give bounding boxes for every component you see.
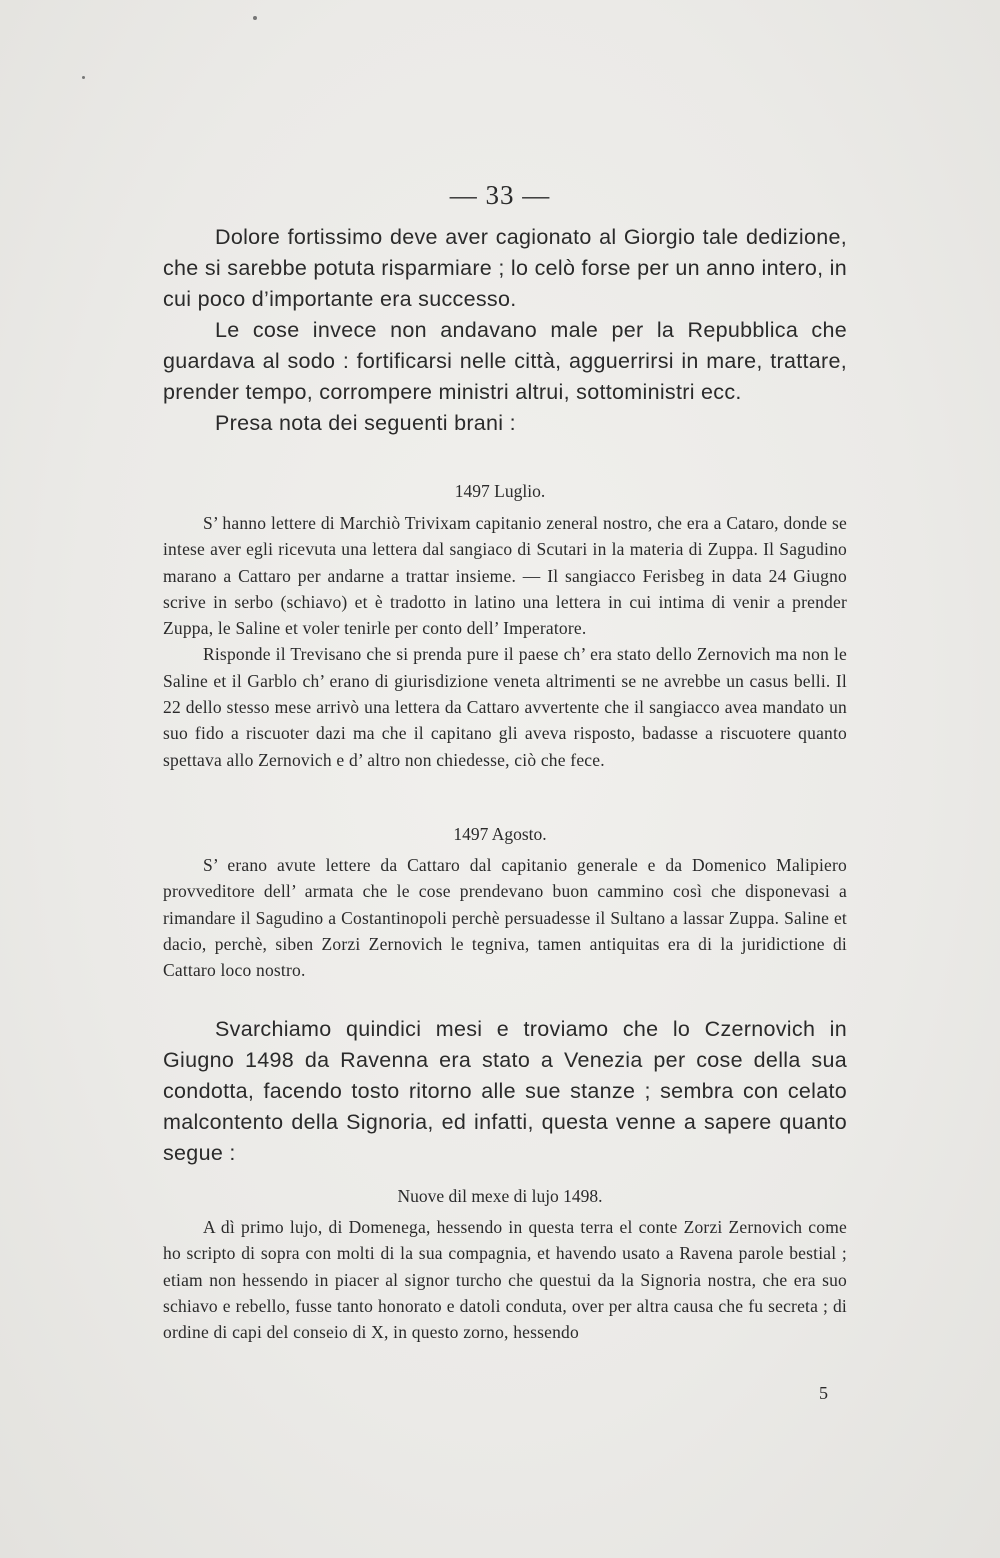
- quotation-paragraph: A dì primo lujo, di Domenega, hessendo in questa terra el conte Zorzi Zernovich come ho scripto di sopra con molti di la sua compagnia, et havendo usato a Ravena parole bestial ; etiam non hessendo in piacer al signor turcho che questui da la Signoria nostra, che era suo schiavo e rebello, fusse tanto honorato e datoli conduta, over per altra causa che fu secreta ; di ordine di capi del conseio di X, in questo zorno, hessendo: [163, 1217, 847, 1343]
- date-heading: 1497 Luglio.: [454, 481, 546, 501]
- paragraph: Presa nota dei seguenti brani :: [215, 411, 516, 435]
- sheet-signature: 5: [819, 1383, 828, 1403]
- quotation-block: [163, 852, 847, 983]
- quotation-paragraph: S’ hanno lettere di Marchiò Trivixam capitanio zeneral nostro, che era a Cataro, donde se intese aver egli ricevuta una lettera dal sangiaco di Scutari in la materia di Zuppa. Il Sagudino marano a Cattaro per andarne a trattar insieme. — Il sangiacco Ferisbeg in data 24 Giugno scrive in serbo (schiavo) et è tradotto in latino una lettera in cui intima di venir a prender Zuppa, le Saline et voler tenirle per conto dell’ Imperatore.: [163, 513, 847, 639]
- quotation-paragraph: Risponde il Trevisano che si prenda pure il paese ch’ era stato dello Zernovich ma non le Saline et il Garblo ch’ erano di giurisdizione veneta altrimenti se ne avrebbe un casus belli. Il 22 dello stesso mese arrivò una lettera da Cattaro avvertente che il sangiacco avea mandato un suo fido a riscuoter dazi ma che il capitano gli aveva risposto, badasse a riscuotere quanto spettava allo Zernovich e d’ altro non chiedesse, ciò che fece.: [163, 644, 847, 770]
- page-number: — 33 —: [449, 180, 551, 210]
- paper-speck: [82, 76, 85, 79]
- date-heading: Nuove dil mexe di lujo 1498.: [397, 1186, 603, 1206]
- paragraph: Svarchiamo quindici mesi e troviamo che lo Czernovich in Giugno 1498 da Ravenna era stato a Venezia per cose della sua condotta, facendo tosto ritorno alle sue stanze ; sembra con celato malcontento della Signoria, ed infatti, questa venne a sapere quanto segue :: [163, 1017, 847, 1165]
- narrative-block: [163, 1014, 847, 1169]
- quotation-block: [163, 510, 847, 773]
- paragraph: Le cose invece non andavano male per la Repubblica che guardava al sodo : fortificarsi nelle città, agguerrirsi in mare, trattare, prender tempo, corrompere ministri altrui, sottoministri ecc.: [163, 318, 847, 404]
- paper-speck: [253, 16, 257, 20]
- opening-paragraphs: [163, 222, 847, 439]
- paragraph: Dolore fortissimo deve aver cagionato al Giorgio tale dedizione, che si sarebbe potuta risparmiare ; lo celò forse per un anno intero, in cui poco d’importante era successo.: [163, 225, 847, 311]
- quotation-block: [163, 1214, 847, 1345]
- quotation-paragraph: S’ erano avute lettere da Cattaro dal capitanio generale e da Domenico Malipiero provveditore dell’ armata che le cose prendevano buon cammino così che disponevasi a rimandare il Sagudino a Costantinopoli perchè persuadesse il Sultano a lassar Zuppa. Saline et dacio, perchè, siben Zorzi Zernovich le tegniva, tamen antiquitas era di la juridictione di Cattaro loco nostro.: [163, 855, 847, 981]
- date-heading: 1497 Agosto.: [453, 824, 547, 844]
